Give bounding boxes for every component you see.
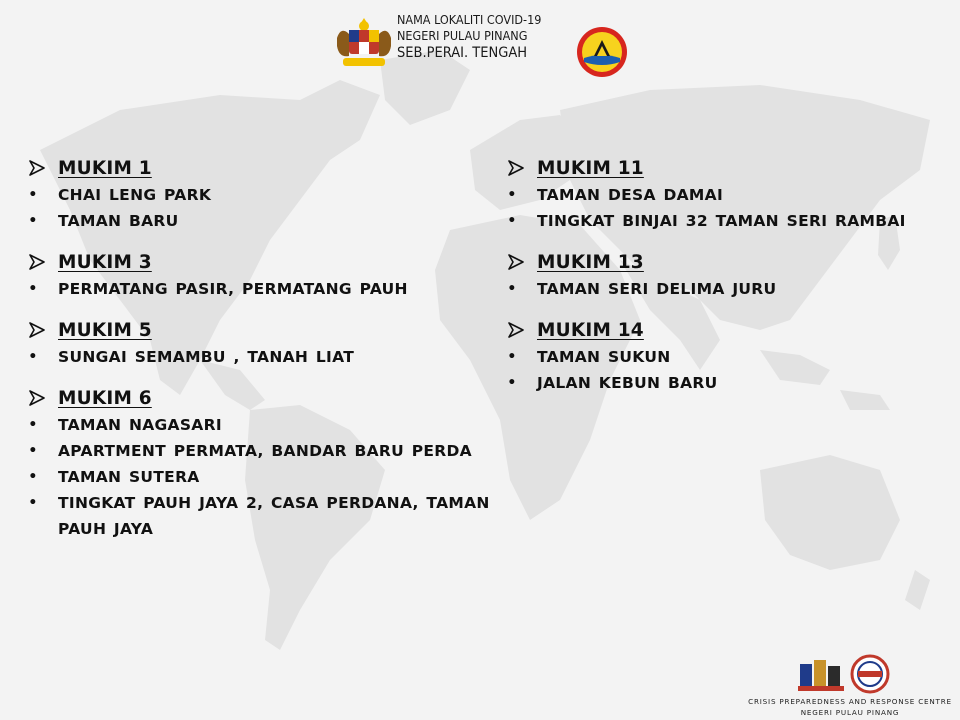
locality-name: JALAN KEBUN BARU	[537, 374, 718, 392]
bullet-icon: •	[28, 187, 38, 203]
mukim-title: MUKIM 3	[58, 251, 152, 273]
coat-of-arms-logo	[333, 16, 395, 72]
bullet-icon: •	[28, 495, 38, 511]
header-line-2: NEGERI PULAU PINANG	[397, 28, 528, 43]
mukim-heading	[28, 154, 498, 182]
list-item	[28, 438, 498, 464]
list-item	[507, 276, 947, 302]
mukim-title: MUKIM 14	[537, 319, 644, 341]
bullet-icon: •	[28, 443, 38, 459]
locality-list	[28, 344, 498, 370]
locality-name: TAMAN DESA DAMAI	[537, 186, 724, 204]
locality-list	[507, 276, 947, 302]
list-item	[28, 208, 498, 234]
bullet-icon: •	[28, 417, 38, 433]
list-item	[507, 208, 947, 234]
arrow-right-icon	[28, 390, 46, 406]
locality-name: CHAI LENG PARK	[58, 186, 212, 204]
bullet-icon: •	[507, 281, 517, 297]
arrow-right-icon	[507, 322, 525, 338]
header-title	[397, 12, 573, 63]
header-line-3: SEB.PERAI. TENGAH	[397, 45, 528, 61]
arrow-right-icon	[28, 254, 46, 270]
list-item	[28, 490, 498, 542]
footer-line-1: CRISIS PREPAREDNESS AND RESPONSE CENTRE	[748, 697, 952, 706]
bullet-icon: •	[28, 213, 38, 229]
locality-list	[507, 182, 947, 234]
locality-name: SUNGAI SEMAMBU , TANAH LIAT	[58, 348, 355, 366]
arrow-right-icon	[28, 160, 46, 176]
header	[0, 10, 960, 70]
locality-name: TINGKAT PAUH JAYA 2, CASA PERDANA, TAMAN PAUH JAYA	[58, 494, 490, 538]
penang-state-logo	[576, 26, 628, 78]
mukim-title: MUKIM 13	[537, 251, 644, 273]
locality-name: APARTMENT PERMATA, BANDAR BARU PERDA	[58, 442, 472, 460]
mukim-section	[507, 316, 947, 396]
footer-caption	[740, 696, 960, 718]
footer-line-2: NEGERI PULAU PINANG	[800, 708, 900, 717]
list-item	[28, 464, 498, 490]
locality-name: PERMATANG PASIR, PERMATANG PAUH	[58, 280, 408, 298]
locality-name: TINGKAT BINJAI 32 TAMAN SERI RAMBAI	[537, 212, 906, 230]
mukim-title: MUKIM 11	[537, 157, 644, 179]
mukim-heading	[28, 248, 498, 276]
locality-list	[28, 276, 498, 302]
arrow-right-icon	[507, 254, 525, 270]
arrow-right-icon	[507, 160, 525, 176]
locality-name: TAMAN NAGASARI	[58, 416, 222, 434]
mukim-heading	[507, 248, 947, 276]
cprc-round-emblem	[850, 654, 890, 694]
mukim-title: MUKIM 6	[58, 387, 152, 409]
bullet-icon: •	[507, 213, 517, 229]
right-column	[507, 154, 947, 410]
mukim-heading	[507, 154, 947, 182]
header-line-1: NAMA LOKALITI COVID-19	[397, 12, 542, 27]
mukim-heading	[28, 316, 498, 344]
locality-name: TAMAN BARU	[58, 212, 179, 230]
bullet-icon: •	[507, 349, 517, 365]
list-item	[507, 182, 947, 208]
locality-name: TAMAN SUTERA	[58, 468, 200, 486]
list-item	[507, 344, 947, 370]
list-item	[507, 370, 947, 396]
mukim-title: MUKIM 1	[58, 157, 152, 179]
list-item	[28, 344, 498, 370]
locality-name: TAMAN SERI DELIMA JURU	[537, 280, 777, 298]
footer	[740, 654, 960, 720]
bullet-icon: •	[28, 469, 38, 485]
mukim-section	[507, 154, 947, 234]
mukim-heading	[28, 384, 498, 412]
bullet-icon: •	[507, 375, 517, 391]
mukim-section	[28, 316, 498, 370]
bullet-icon: •	[507, 187, 517, 203]
mukim-section	[507, 248, 947, 302]
mukim-title: MUKIM 5	[58, 319, 152, 341]
list-item	[28, 412, 498, 438]
locality-list	[28, 412, 498, 542]
bullet-icon: •	[28, 349, 38, 365]
left-column	[28, 154, 498, 556]
locality-list	[28, 182, 498, 234]
mukim-section	[28, 154, 498, 234]
list-item	[28, 182, 498, 208]
locality-list	[507, 344, 947, 396]
mukim-heading	[507, 316, 947, 344]
bullet-icon: •	[28, 281, 38, 297]
mukim-section	[28, 248, 498, 302]
mukim-section	[28, 384, 498, 542]
arrow-right-icon	[28, 322, 46, 338]
list-item	[28, 276, 498, 302]
cprc-logo	[796, 656, 846, 692]
locality-name: TAMAN SUKUN	[537, 348, 671, 366]
